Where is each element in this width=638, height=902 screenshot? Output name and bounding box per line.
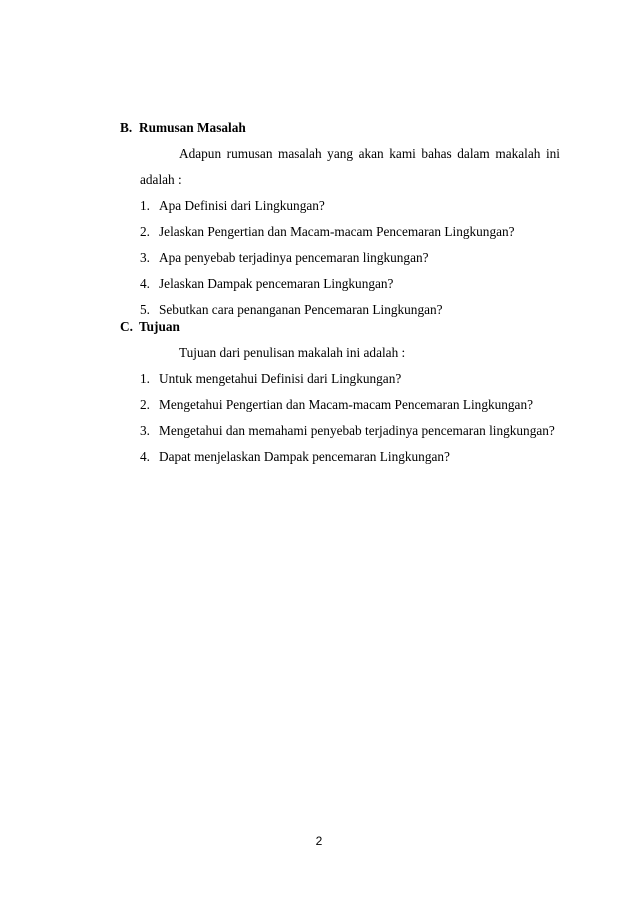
list-item-text: Untuk mengetahui Definisi dari Lingkungan? bbox=[159, 371, 402, 386]
list-item-number: 2. bbox=[140, 397, 150, 412]
section-rumusan-masalah bbox=[120, 120, 560, 318]
section-title: Rumusan Masalah bbox=[139, 120, 246, 135]
list-item-number: 1. bbox=[140, 198, 150, 213]
section-tujuan bbox=[120, 319, 560, 465]
list-item-number: 3. bbox=[140, 423, 150, 438]
section-heading bbox=[120, 319, 560, 335]
list-item bbox=[140, 449, 560, 465]
tujuan-list bbox=[120, 371, 560, 465]
intro-first-line: Adapun rumusan masalah yang akan kami bahas dalam makalah ini bbox=[179, 146, 560, 161]
list-item-text: Sebutkan cara penanganan Pencemaran Lingkungan? bbox=[159, 302, 443, 317]
list-item-text: Mengetahui Pengertian dan Macam-macam Pencemaran Lingkungan? bbox=[159, 397, 534, 412]
list-item-number: 4. bbox=[140, 449, 150, 464]
list-item-number: 4. bbox=[140, 276, 150, 291]
rumusan-list bbox=[120, 198, 560, 318]
section-letter: B. bbox=[120, 120, 133, 135]
section-heading bbox=[120, 120, 560, 136]
list-item-text: Apa Definisi dari Lingkungan? bbox=[159, 198, 325, 213]
list-item bbox=[140, 397, 560, 413]
section-letter: C. bbox=[120, 319, 133, 334]
list-item-number: 2. bbox=[140, 224, 150, 239]
page-number: 2 bbox=[315, 834, 323, 848]
list-item-number: 1. bbox=[140, 371, 150, 386]
list-item bbox=[140, 224, 560, 240]
list-item bbox=[140, 423, 560, 439]
list-item-text: Dapat menjelaskan Dampak pencemaran Lingkungan? bbox=[159, 449, 450, 464]
list-item bbox=[140, 198, 560, 214]
list-item bbox=[140, 250, 560, 266]
section-intro-paragraph: Tujuan dari penulisan makalah ini adalah : bbox=[179, 345, 406, 360]
list-item-text: Jelaskan Dampak pencemaran Lingkungan? bbox=[159, 276, 394, 291]
list-item-text: Mengetahui dan memahami penyebab terjadinya pencemaran lingkungan? bbox=[159, 423, 555, 438]
list-item bbox=[140, 371, 560, 387]
list-item bbox=[140, 302, 560, 318]
intro-continuation: adalah : bbox=[140, 172, 182, 187]
list-item-text: Apa penyebab terjadinya pencemaran lingkungan? bbox=[159, 250, 429, 265]
list-item-text: Jelaskan Pengertian dan Macam-macam Pencemaran Lingkungan? bbox=[159, 224, 515, 239]
section-title: Tujuan bbox=[139, 319, 180, 334]
list-item-number: 3. bbox=[140, 250, 150, 265]
list-item bbox=[140, 276, 560, 292]
section-intro-paragraph bbox=[140, 146, 560, 188]
list-item-number: 5. bbox=[140, 302, 150, 317]
